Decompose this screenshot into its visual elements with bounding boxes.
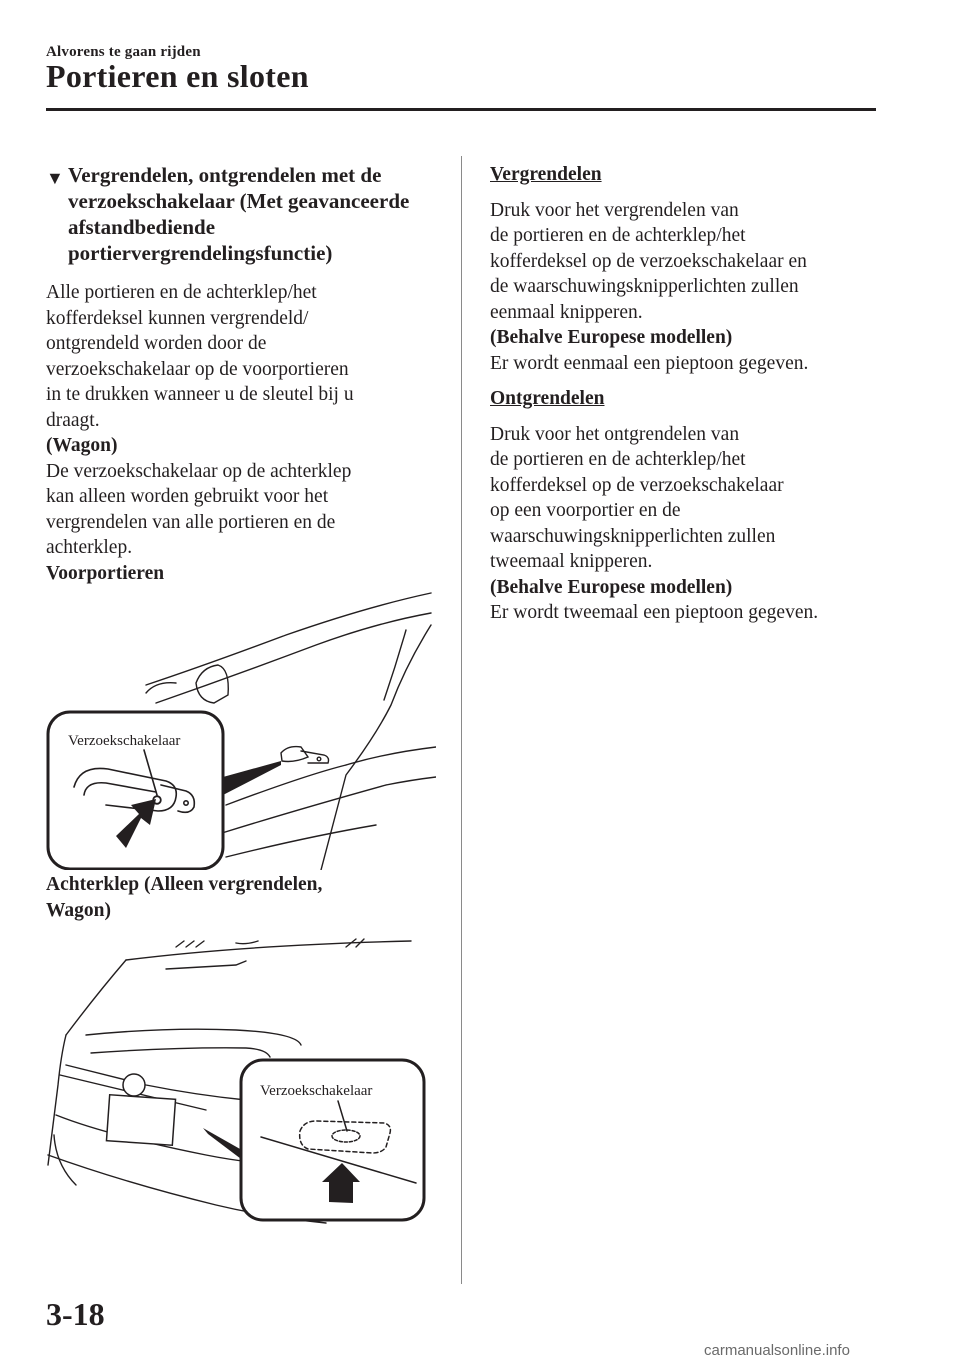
wagon-line: De verzoekschakelaar op de achterklep — [46, 460, 352, 482]
figure-caption-line: Achterklep (Alleen vergrendelen, — [46, 874, 323, 895]
intro-line: verzoekschakelaar op de voorportieren — [46, 358, 349, 380]
unlock-line: waarschuwingsknipperlichten zullen — [490, 525, 776, 547]
request-switch-label: Verzoekschakelaar — [68, 733, 181, 749]
unlock-line: op een voorportier en de — [490, 500, 681, 521]
lock-line: kofferdeksel op de verzoekschakelaar en — [490, 250, 807, 272]
lock-line: eenmaal knipperen. — [490, 301, 643, 323]
section-heading-text: Vergrendelen, ontgrendelen met de verzoekschakelaar (Met geavanceerde afstandbediende portiervergrendelingsfunctie) — [68, 163, 410, 265]
wagon-line: kan alleen worden gebruikt voor het — [46, 486, 329, 507]
page-number: 3-18 — [46, 1296, 105, 1332]
unlock-heading: Ontgrendelen — [490, 388, 605, 409]
liftgate-illustration — [46, 935, 436, 1227]
section-heading — [46, 162, 446, 266]
unlock-note-label: (Behalve Europese modellen) — [490, 576, 733, 598]
figure-caption-line: Wagon) — [46, 899, 112, 921]
request-switch-label: Verzoekschakelaar — [260, 1083, 373, 1099]
lock-heading: Vergrendelen — [490, 164, 602, 185]
lock-note: Er wordt eenmaal een pieptoon gegeven. — [490, 352, 809, 374]
intro-line: Alle portieren en de achterklep/het — [46, 282, 317, 303]
wagon-line: vergrendelen van alle portieren en de — [46, 511, 336, 533]
header-rule — [46, 108, 876, 111]
watermark: carmanualsonline.info — [704, 1342, 850, 1359]
chapter-title: Portieren en sloten — [46, 58, 309, 94]
unlock-note: Er wordt tweemaal een pieptoon gegeven. — [490, 602, 819, 623]
section-label: Alvorens te gaan rijden — [46, 44, 201, 60]
unlock-line: kofferdeksel op de verzoekschakelaar — [490, 474, 784, 496]
lock-line: de waarschuwingsknipperlichten zullen — [490, 276, 799, 297]
wagon-label: (Wagon) — [46, 435, 118, 456]
intro-line: in te drukken wanneer u de sleutel bij u — [46, 384, 354, 405]
front-doors-label: Voorportieren — [46, 562, 165, 584]
unlock-line: tweemaal knipperen. — [490, 551, 653, 572]
triangle-marker-icon: ▼ — [46, 168, 64, 188]
front-door-illustration — [46, 585, 436, 870]
lock-note-label: (Behalve Europese modellen) — [490, 327, 733, 348]
right-column — [490, 162, 890, 626]
intro-line: ontgrendeld worden door de — [46, 333, 267, 354]
lock-line: de portieren en de achterklep/het — [490, 225, 746, 246]
figure-caption — [46, 872, 446, 923]
unlock-line: Druk voor het ontgrendelen van — [490, 423, 740, 445]
intro-line: draagt. — [46, 409, 100, 431]
intro-line: kofferdeksel kunnen vergrendeld/ — [46, 307, 309, 329]
unlock-line: de portieren en de achterklep/het — [490, 449, 746, 470]
lock-line: Druk voor het vergrendelen van — [490, 199, 739, 221]
wagon-line: achterklep. — [46, 537, 133, 558]
left-column — [46, 162, 446, 586]
column-divider — [461, 156, 462, 1284]
